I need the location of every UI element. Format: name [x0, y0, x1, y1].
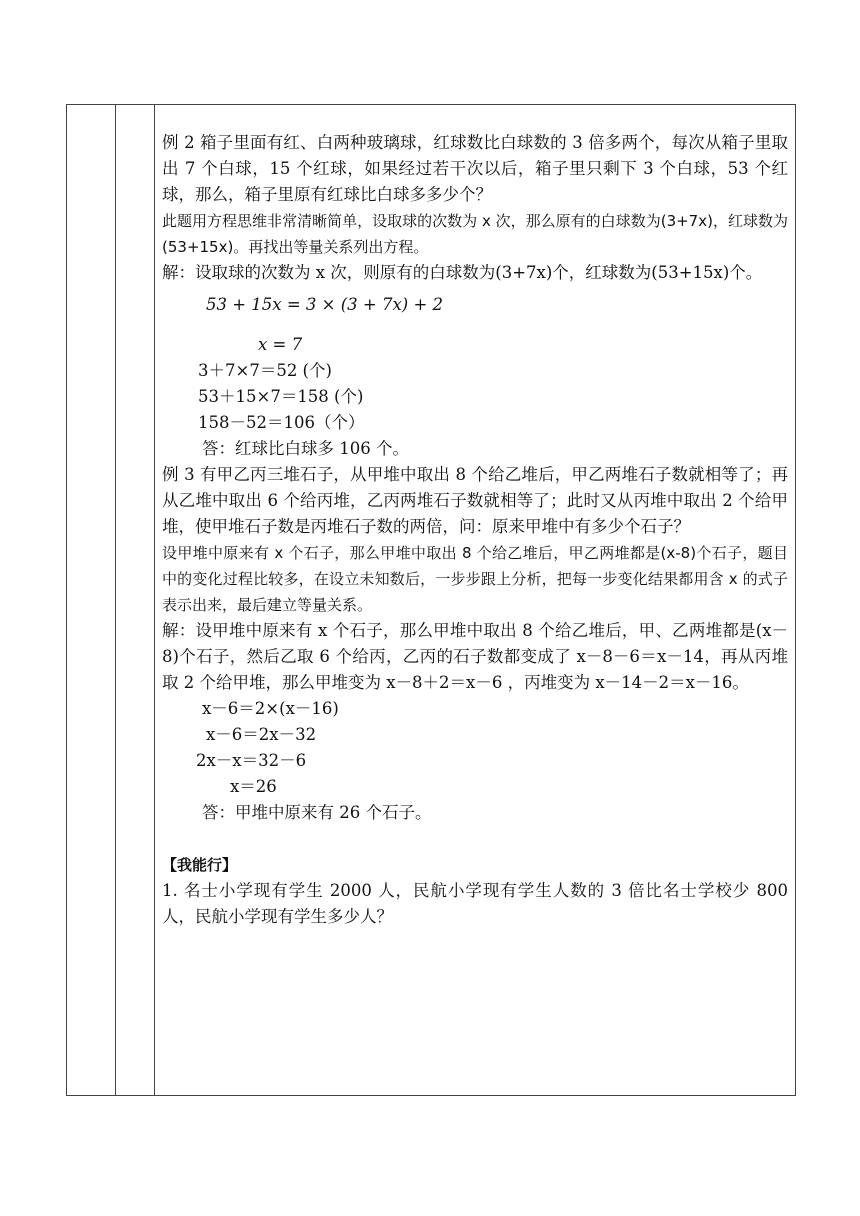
column-divider-2 — [154, 104, 155, 1096]
column-divider-1 — [115, 104, 116, 1096]
example-3-equation-4: x＝26 — [230, 777, 277, 796]
example-2-calc-red: 53＋15×7＝158 (个) — [198, 387, 364, 406]
example-2-equation: 53 + 15x = 3 × (3 + 7x) + 2 — [206, 295, 444, 314]
example-2-result: x = 7 — [258, 335, 303, 354]
example-3-answer: 答：甲堆中原来有 26 个石子。 — [202, 803, 432, 822]
practice-question-1: 1. 名士小学现有学生 2000 人，民航小学现有学生人数的 3 倍比名士学校少 800 人，民航小学现有学生多少人？ — [162, 881, 788, 926]
example-2-answer: 答：红球比白球多 106 个。 — [202, 439, 409, 458]
example-3-equation-2: x－6＝2x－32 — [206, 725, 317, 744]
example-3-solution: 解：设甲堆中原来有 x 个石子，那么甲堆中取出 8 个给乙堆后，甲、乙两堆都是(x－8)个石子，然后乙取 6 个给丙，乙丙的石子数都变成了 x－8－6＝x－14，再从丙堆取 2 个给甲堆，那么甲堆变为 x－8＋2＝x－6 ，丙堆变为 x－14－2＝x－16。 — [162, 621, 788, 692]
example-3-hint: 设甲堆中原来有 x 个石子，那么甲堆中取出 8 个给乙堆后，甲乙两堆都是(x-8)个石子，题目中的变化过程比较多，在设立未知数后，一步步跟上分析，把每一步变化结果都用含 x 的式子表示出来，最后建立等量关系。 — [162, 544, 788, 614]
example-2-problem: 例 2 箱子里面有红、白两种玻璃球，红球数比白球数的 3 倍多两个，每次从箱子里取出 7 个白球，15 个红球，如果经过若干次以后，箱子里只剩下 3 个白球，53 个红球，那么，箱子里原有红球比白球多多少个？ — [162, 133, 788, 204]
example-2-hint: 此题用方程思维非常清晰简单，设取球的次数为 x 次，那么原有的白球数为(3+7x)，红球数为(53+15x)。再找出等量关系列出方程。 — [162, 212, 788, 256]
example-2-solution: 解：设取球的次数为 x 次，则原有的白球数为(3+7x)个，红球数为(53+15x)个。 — [162, 263, 763, 282]
practice-heading: 【我能行】 — [162, 856, 238, 874]
example-2-calc-diff: 158－52＝106（个） — [198, 413, 365, 432]
lesson-content — [162, 130, 788, 930]
example-3-problem: 例 3 有甲乙丙三堆石子，从甲堆中取出 8 个给乙堆后，甲乙两堆石子数就相等了；再从乙堆中取出 6 个给丙堆，乙丙两堆石子数就相等了；此时又从丙堆中取出 2 个给甲堆，使甲堆石子数是丙堆石子数的两倍，问：原来甲堆中有多少个石子？ — [162, 465, 788, 536]
example-3-equation-3: 2x－x＝32－6 — [196, 751, 307, 770]
example-2-calc-white: 3＋7×7＝52 (个) — [198, 361, 332, 380]
example-3-equation-1: x－6＝2×(x－16) — [202, 699, 339, 718]
